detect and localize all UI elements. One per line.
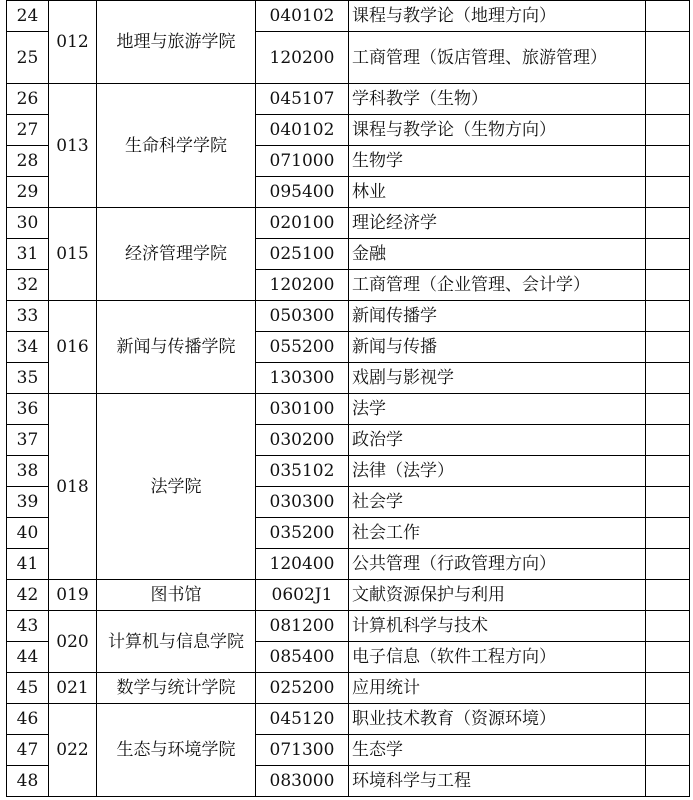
row-number: 44 [7, 642, 49, 673]
major-name: 学科教学（生物） [349, 84, 646, 115]
college-name: 新闻与传播学院 [97, 301, 256, 394]
row-number: 35 [7, 363, 49, 394]
major-code: 025200 [256, 673, 349, 704]
major-name: 法律（法学） [349, 456, 646, 487]
major-name: 新闻与传播 [349, 332, 646, 363]
row-number: 38 [7, 456, 49, 487]
row-number: 40 [7, 518, 49, 549]
major-name: 计算机科学与技术 [349, 611, 646, 642]
major-name: 法学 [349, 394, 646, 425]
major-name: 生物学 [349, 146, 646, 177]
major-code: 030300 [256, 487, 349, 518]
blank-cell [646, 115, 690, 146]
major-name: 林业 [349, 177, 646, 208]
major-code: 095400 [256, 177, 349, 208]
major-name: 新闻传播学 [349, 301, 646, 332]
major-name: 公共管理（行政管理方向） [349, 549, 646, 580]
row-number: 24 [7, 1, 49, 32]
college-code: 019 [49, 580, 97, 611]
major-code: 030100 [256, 394, 349, 425]
college-name: 地理与旅游学院 [97, 1, 256, 84]
college-name: 生态与环境学院 [97, 704, 256, 797]
row-number: 36 [7, 394, 49, 425]
blank-cell [646, 456, 690, 487]
table-row [7, 394, 690, 425]
college-name: 数学与统计学院 [97, 673, 256, 704]
major-code: 085400 [256, 642, 349, 673]
row-number: 30 [7, 208, 49, 239]
blank-cell [646, 425, 690, 456]
major-code: 120400 [256, 549, 349, 580]
table-row [7, 84, 690, 115]
table-row [7, 208, 690, 239]
row-number: 25 [7, 32, 49, 84]
major-name: 金融 [349, 239, 646, 270]
table-row [7, 673, 690, 704]
major-code: 0602J1 [256, 580, 349, 611]
table-row [7, 580, 690, 611]
row-number: 47 [7, 735, 49, 766]
row-number: 41 [7, 549, 49, 580]
row-number: 45 [7, 673, 49, 704]
college-name: 经济管理学院 [97, 208, 256, 301]
blank-cell [646, 208, 690, 239]
blank-cell [646, 270, 690, 301]
college-name: 计算机与信息学院 [97, 611, 256, 673]
major-code: 120200 [256, 270, 349, 301]
row-number: 33 [7, 301, 49, 332]
major-code: 055200 [256, 332, 349, 363]
row-number: 37 [7, 425, 49, 456]
row-number: 34 [7, 332, 49, 363]
blank-cell [646, 84, 690, 115]
row-number: 31 [7, 239, 49, 270]
college-code: 016 [49, 301, 97, 394]
college-code: 021 [49, 673, 97, 704]
major-code: 081200 [256, 611, 349, 642]
blank-cell [646, 487, 690, 518]
blank-cell [646, 239, 690, 270]
college-name: 图书馆 [97, 580, 256, 611]
major-name: 戏剧与影视学 [349, 363, 646, 394]
row-number: 39 [7, 487, 49, 518]
row-number: 29 [7, 177, 49, 208]
college-code: 018 [49, 394, 97, 580]
blank-cell [646, 735, 690, 766]
row-number: 43 [7, 611, 49, 642]
college-code: 020 [49, 611, 97, 673]
major-code: 120200 [256, 32, 349, 84]
blank-cell [646, 146, 690, 177]
blank-cell [646, 1, 690, 32]
major-name: 环境科学与工程 [349, 766, 646, 797]
major-name: 应用统计 [349, 673, 646, 704]
college-code: 013 [49, 84, 97, 208]
table-row [7, 1, 690, 32]
major-name: 职业技术教育（资源环境） [349, 704, 646, 735]
major-code: 130300 [256, 363, 349, 394]
blank-cell [646, 766, 690, 797]
major-code: 040102 [256, 115, 349, 146]
major-code: 030200 [256, 425, 349, 456]
major-code: 050300 [256, 301, 349, 332]
blank-cell [646, 580, 690, 611]
majors-table-body [7, 1, 690, 797]
row-number: 28 [7, 146, 49, 177]
row-number: 32 [7, 270, 49, 301]
college-code: 012 [49, 1, 97, 84]
major-name: 文献资源保护与利用 [349, 580, 646, 611]
major-name: 政治学 [349, 425, 646, 456]
major-name: 社会学 [349, 487, 646, 518]
major-name: 电子信息（软件工程方向） [349, 642, 646, 673]
major-name: 工商管理（企业管理、会计学） [349, 270, 646, 301]
major-code: 071000 [256, 146, 349, 177]
college-code: 022 [49, 704, 97, 797]
row-number: 27 [7, 115, 49, 146]
table-row [7, 704, 690, 735]
blank-cell [646, 611, 690, 642]
major-code: 045120 [256, 704, 349, 735]
major-code: 045107 [256, 84, 349, 115]
row-number: 46 [7, 704, 49, 735]
major-code: 040102 [256, 1, 349, 32]
blank-cell [646, 177, 690, 208]
blank-cell [646, 518, 690, 549]
blank-cell [646, 301, 690, 332]
major-name: 生态学 [349, 735, 646, 766]
major-name: 课程与教学论（生物方向） [349, 115, 646, 146]
major-code: 025100 [256, 239, 349, 270]
row-number: 26 [7, 84, 49, 115]
majors-table [6, 0, 690, 797]
blank-cell [646, 642, 690, 673]
major-code: 020100 [256, 208, 349, 239]
major-name: 理论经济学 [349, 208, 646, 239]
blank-cell [646, 332, 690, 363]
major-name: 社会工作 [349, 518, 646, 549]
blank-cell [646, 394, 690, 425]
blank-cell [646, 363, 690, 394]
major-code: 035200 [256, 518, 349, 549]
major-name: 工商管理（饭店管理、旅游管理） [349, 32, 646, 84]
major-name: 课程与教学论（地理方向） [349, 1, 646, 32]
table-row [7, 611, 690, 642]
college-code: 015 [49, 208, 97, 301]
college-name: 生命科学学院 [97, 84, 256, 208]
major-code: 035102 [256, 456, 349, 487]
major-code: 071300 [256, 735, 349, 766]
row-number: 48 [7, 766, 49, 797]
table-row [7, 301, 690, 332]
college-name: 法学院 [97, 394, 256, 580]
major-code: 083000 [256, 766, 349, 797]
blank-cell [646, 549, 690, 580]
blank-cell [646, 704, 690, 735]
blank-cell [646, 32, 690, 84]
blank-cell [646, 673, 690, 704]
row-number: 42 [7, 580, 49, 611]
